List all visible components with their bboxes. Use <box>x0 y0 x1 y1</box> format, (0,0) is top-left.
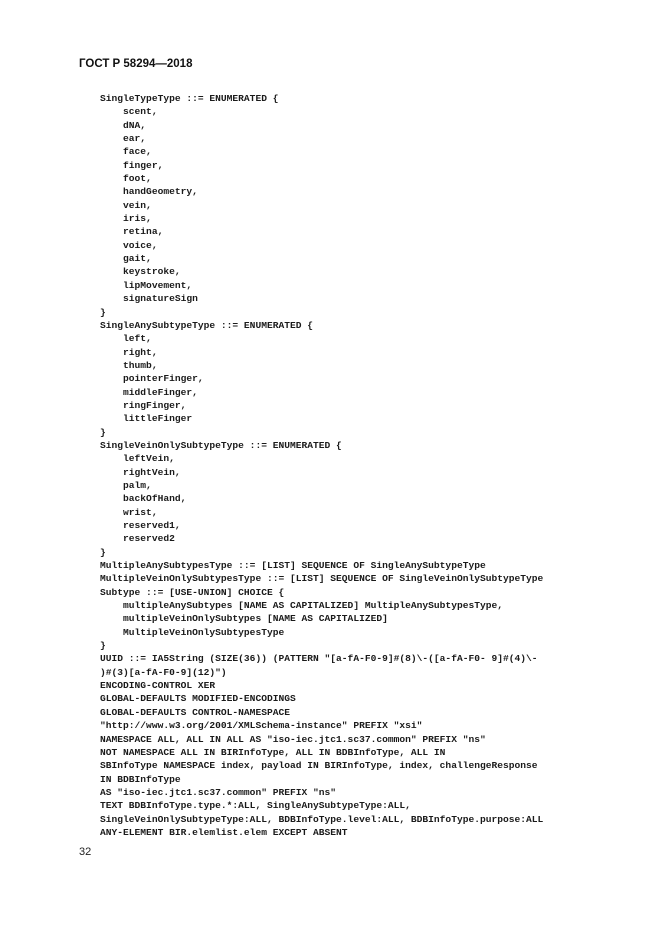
code-line: SBInfoType NAMESPACE index, payload IN BIRInfoType, index, challengeResponse <box>100 760 538 772</box>
code-line: SingleVeinOnlySubtypeType:ALL, BDBInfoType.level:ALL, BDBInfoType.purpose:ALL <box>100 813 544 825</box>
code-line: palm, <box>100 479 152 491</box>
code-line: IN BDBInfoType <box>100 773 181 785</box>
code-line: reserved1, <box>100 520 181 531</box>
code-line: scent, <box>100 106 158 118</box>
code-line: "http://www.w3.org/2001/XMLSchema-instance" PREFIX "xsi" <box>100 720 423 732</box>
code-line: finger, <box>100 159 164 171</box>
code-line: voice, <box>100 239 158 251</box>
code-line: )#(3)[a-fA-F0-9](12)") <box>100 666 227 678</box>
code-line: MultipleAnySubtypesType ::= [LIST] SEQUENCE OF SingleAnySubtypeType <box>100 560 486 572</box>
code-line: face, <box>100 146 152 158</box>
code-line: MultipleVeinOnlySubtypesType ::= [LIST] SEQUENCE OF SingleVeinOnlySubtypeType <box>100 573 544 585</box>
code-line: } <box>100 640 106 652</box>
code-line: right, <box>100 346 158 358</box>
code-line: ear, <box>100 133 147 145</box>
code-line: SingleTypeType ::= ENUMERATED { <box>100 93 279 104</box>
code-line: ringFinger, <box>100 399 187 411</box>
code-line: SingleAnySubtypeType ::= ENUMERATED { <box>100 319 314 331</box>
code-line: leftVein, <box>100 453 175 465</box>
code-line: thumb, <box>100 359 158 371</box>
code-line: backOfHand, <box>100 493 187 505</box>
code-line: } <box>100 426 106 438</box>
code-line: rightVein, <box>100 466 181 478</box>
code-line: GLOBAL-DEFAULTS CONTROL-NAMESPACE <box>100 706 290 718</box>
code-line: MultipleVeinOnlySubtypesType <box>100 626 285 638</box>
code-line: keystroke, <box>100 266 181 278</box>
code-line: retina, <box>100 226 164 238</box>
code-line: dNA, <box>100 119 147 131</box>
code-line: } <box>100 546 106 558</box>
code-line: pointerFinger, <box>100 373 204 385</box>
code-line: vein, <box>100 199 152 211</box>
code-line: ENCODING-CONTROL XER <box>100 680 216 692</box>
code-line: left, <box>100 333 152 345</box>
code-line: lipMovement, <box>100 279 193 291</box>
code-line: ANY-ELEMENT BIR.elemlist.elem EXCEPT ABSENT <box>100 826 348 838</box>
code-line: gait, <box>100 253 152 265</box>
code-line: multipleVeinOnlySubtypes [NAME AS CAPITALIZED] <box>100 613 388 625</box>
code-line: GLOBAL-DEFAULTS MODIFIED-ENCODINGS <box>100 693 296 705</box>
code-line: AS "iso-iec.jtc1.sc37.common" PREFIX "ns" <box>100 786 337 798</box>
code-line: wrist, <box>100 506 158 518</box>
code-line: signatureSign <box>100 293 198 305</box>
code-line: iris, <box>100 213 152 225</box>
document-header: ГОСТ Р 58294—2018 <box>79 58 193 70</box>
code-line: foot, <box>100 173 152 185</box>
code-line: Subtype ::= [USE-UNION] CHOICE { <box>100 586 285 598</box>
code-line: NOT NAMESPACE ALL IN BIRInfoType, ALL IN BDBInfoType, ALL IN <box>100 746 446 758</box>
code-line: NAMESPACE ALL, ALL IN ALL AS "iso-iec.jtc1.sc37.common" PREFIX "ns" <box>100 733 486 745</box>
code-line: reserved2 <box>100 533 175 545</box>
code-line: littleFinger <box>100 413 193 425</box>
asn1-code-block <box>100 92 630 839</box>
code-line: SingleVeinOnlySubtypeType ::= ENUMERATED { <box>100 439 342 451</box>
code-line: handGeometry, <box>100 186 198 198</box>
code-line: TEXT BDBInfoType.type.*:ALL, SingleAnySubtypeType:ALL, <box>100 800 411 812</box>
page-number: 32 <box>79 846 92 858</box>
code-line: multipleAnySubtypes [NAME AS CAPITALIZED] MultipleAnySubtypesType, <box>100 600 504 612</box>
code-line: UUID ::= IA5String (SIZE(36)) (PATTERN "[a-fA-F0-9]#(8)\-([a-fA-F0- 9]#(4)\- <box>100 653 538 665</box>
code-line: middleFinger, <box>100 386 198 398</box>
code-line: } <box>100 306 106 318</box>
